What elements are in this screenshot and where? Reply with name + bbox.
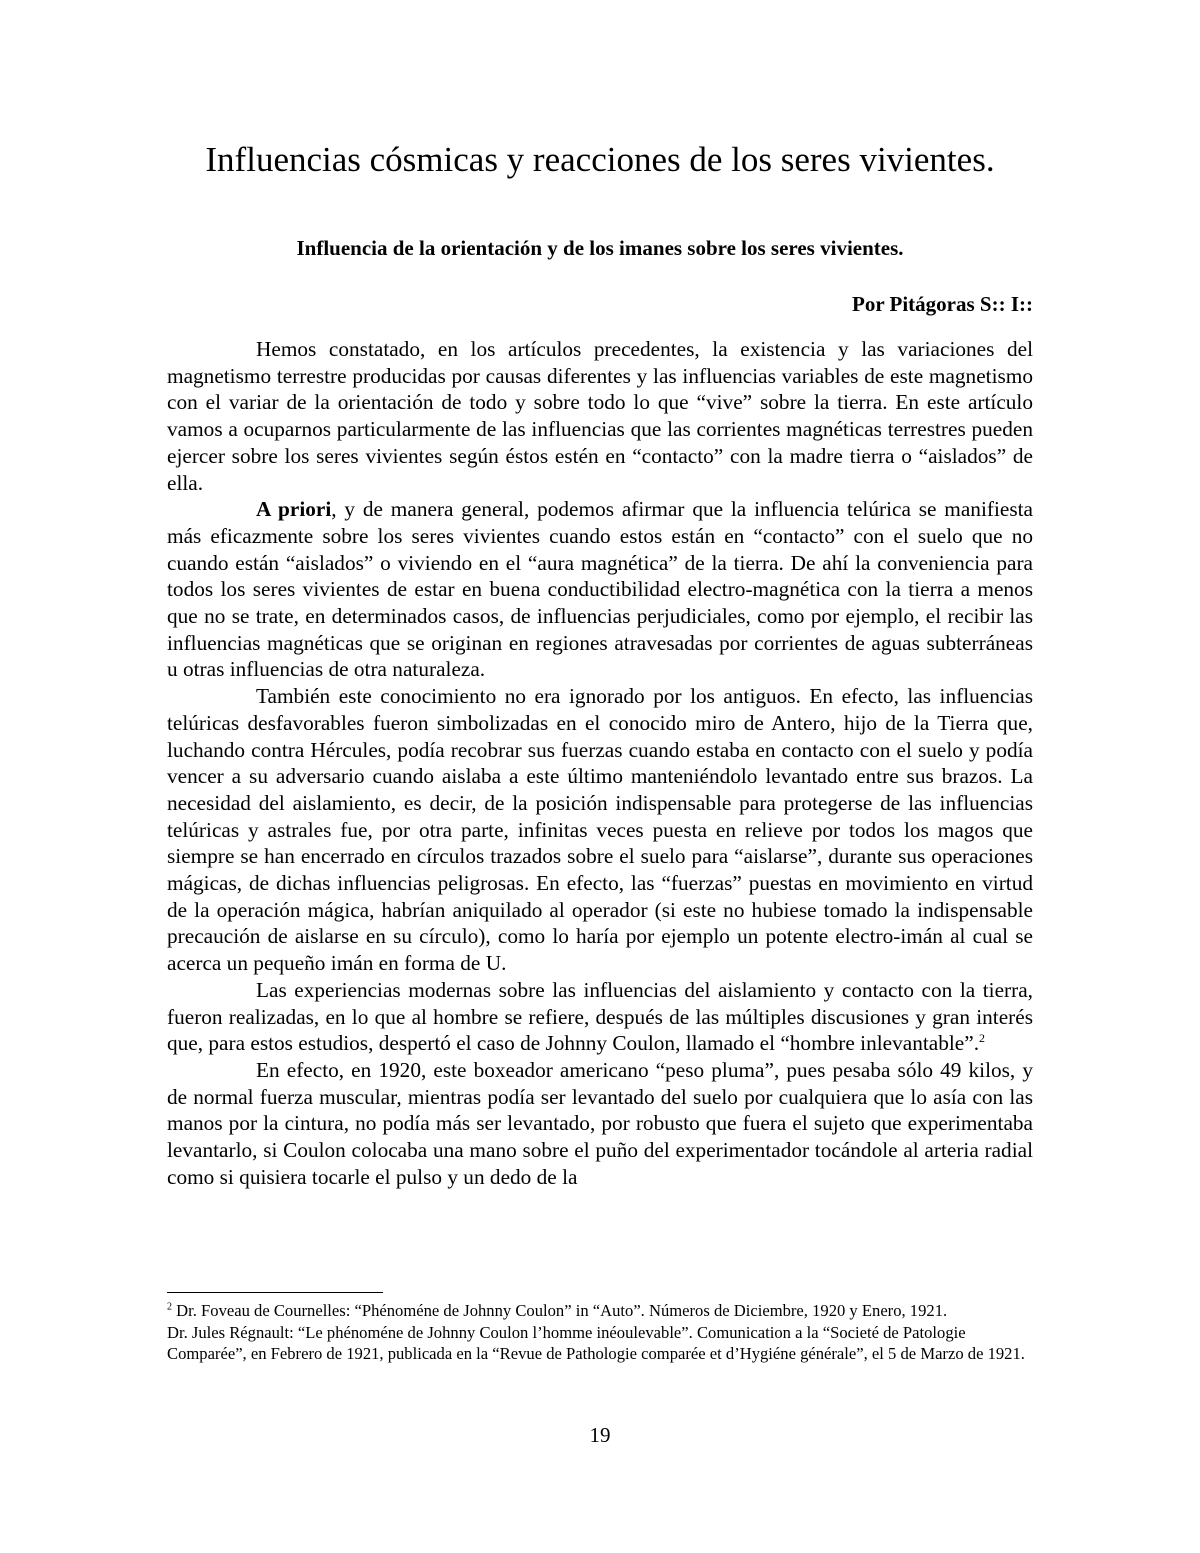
footnote-2: Dr. Jules Régnault: “Le phénoméne de Johnny Coulon l’homme inéoulevable”. Comunication a la “Societé de Patologie Comparée”, en Febrero de 1921, publicada en la “Revue de Pathologie comparée et d’Hygiéne générale”, el 5 de Marzo de 1921.	[167, 1322, 1025, 1363]
footnote-1	[167, 1300, 1033, 1322]
article-body	[167, 336, 1033, 1191]
footnotes-section	[167, 1300, 1033, 1365]
article-author: Por Pitágoras S:: I::	[852, 292, 1033, 316]
footnote-reference[interactable]: 2	[979, 1031, 986, 1046]
paragraph-1: Hemos constatado, en los artículos precedentes, la existencia y las variaciones del magnetismo terrestre producidas por causas diferentes y las influencias variables de este magnetismo con el variar de la orientación de todo y sobre todo lo que “vive” sobre la tierra. En este artículo vamos a ocuparnos particularmente de las influencias que las corrientes magnéticas terrestres pueden ejercer sobre los seres vivientes según éstos estén en “contacto” con la madre tierra o “aislados” de ella.	[167, 337, 1033, 495]
paragraph-3: También este conocimiento no era ignorado por los antiguos. En efecto, las influencias telúricas desfavorables fueron simbolizadas en el conocido miro de Antero, hijo de la Tierra que, luchando contra Hércules, podía recobrar sus fuerzas cuando estaba en contacto con el suelo y podía vencer a su adversario cuando aislaba a este último manteniéndolo levantado entre sus brazos. La necesidad del aislamiento, es decir, de la posición indispensable para protegerse de las influencias telúricas y astrales fue, por otra parte, infinitas veces puesta en relieve por todos los magos que siempre se han encerrado en círculos trazados sobre el suelo para “aislarse”, durante sus operaciones mágicas, de dichas influencias peligrosas. En efecto, las “fuerzas” puestas en movimiento en virtud de la operación mágica, habrían aniquilado al operador (si este no hubiese tomado la indispensable precaución de aislarse en su círculo), como lo haría por ejemplo un potente electro-imán al cual se acerca un pequeño imán en forma de U.	[167, 684, 1033, 976]
paragraph-5: En efecto, en 1920, este boxeador americano “peso pluma”, pues pesaba sólo 49 kilos, y de normal fuerza muscular, mientras podía ser levantado del suelo por cualquiera que lo asía con las manos por la cintura, no podía más ser levantado, por robusto que fuera el sujeto que experimentaba levantarlo, si Coulon colocaba una mano sobre el puño del experimentador tocándole al arteria radial como si quisiera tocarle el pulso y un dedo de la	[167, 1057, 1033, 1189]
page-number: 19	[589, 1423, 611, 1447]
page-title: Influencias cósmicas y reacciones de los seres vivientes.	[205, 140, 995, 179]
paragraph-2-emphasis: A priori	[256, 497, 332, 522]
footnote-1-mark: 2	[167, 1301, 172, 1313]
footnote-divider	[167, 1292, 383, 1293]
paragraph-2	[167, 496, 1033, 683]
article-subtitle: Influencia de la orientación y de los imanes sobre los seres vivientes.	[296, 236, 904, 260]
paragraph-4	[167, 977, 1033, 1057]
footnote-1-text: Dr. Foveau de Cournelles: “Phénoméne de Johnny Coulon” in “Auto”. Números de Diciembre, 1920 y Enero, 1921.	[172, 1301, 948, 1320]
paragraph-4-text: Las experiencias modernas sobre las influencias del aislamiento y contacto con la tierra, fueron realizadas, en lo que al hombre se refiere, después de las múltiples discusiones y gran interés que, para estos estudios, despertó el caso de Johnny Coulon, llamado el “hombre inlevantable”.	[167, 977, 1033, 1056]
paragraph-2-text: , y de manera general, podemos afirmar que la influencia telúrica se manifiesta más eficazmente sobre los seres vivientes cuando estos están en “contacto” con el suelo que no cuando están “aislados” o viviendo en el “aura magnética” de la tierra. De ahí la conveniencia para todos los seres vivientes de estar en buena conductibilidad electro-magnética con la tierra a menos que no se trate, en determinados casos, de influencias perjudiciales, como por ejemplo, el recibir las influencias magnéticas que se originan en regiones atravesadas por corrientes de aguas subterráneas u otras influencias de otra naturaleza.	[167, 497, 1033, 682]
